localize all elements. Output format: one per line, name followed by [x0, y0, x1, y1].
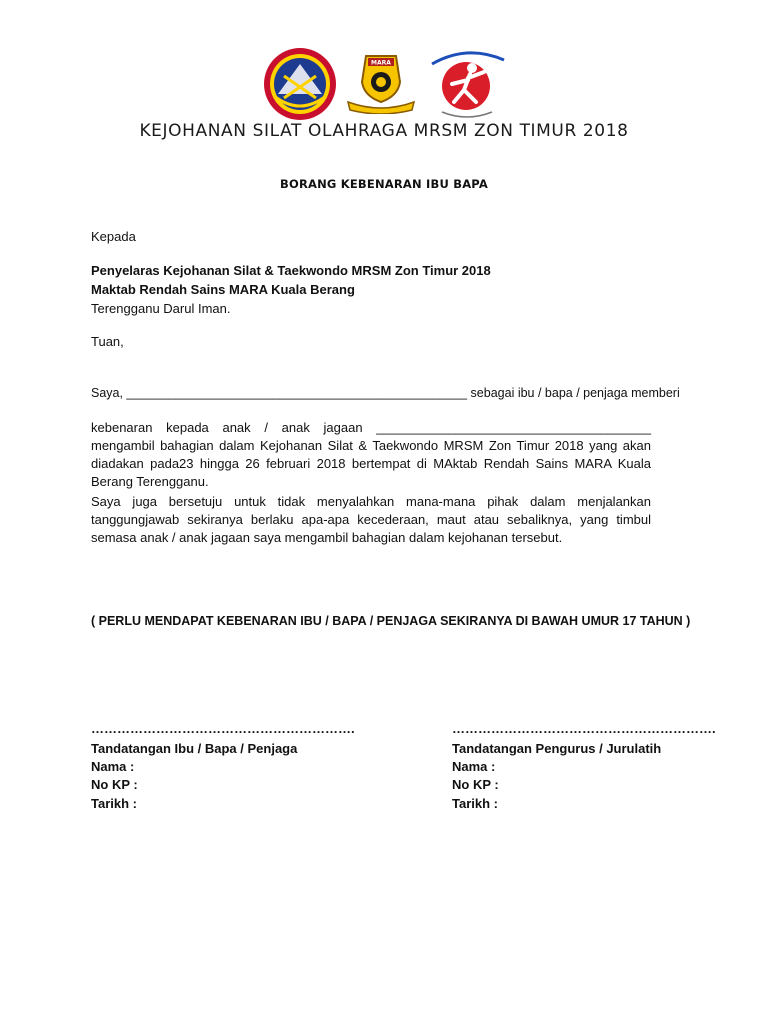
manager-signature-line: ……………………………………………………. — [452, 721, 716, 736]
event-title: KEJOHANAN SILAT OLAHRAGA MRSM ZON TIMUR 2018 — [139, 121, 629, 141]
greeting: Tuan, — [91, 334, 124, 349]
address-line: Penyelaras Kejohanan Silat & Taekwondo MRSM Zon Timur 2018 — [91, 263, 491, 278]
address-line: Terengganu Darul Iman. — [91, 301, 231, 316]
parent-name-label: Nama : — [91, 759, 135, 774]
parent-date-label: Tarikh : — [91, 796, 137, 811]
logo-strip — [262, 46, 512, 122]
manager-date-label: Tarikh : — [452, 796, 498, 811]
salutation-to: Kepada — [91, 229, 136, 244]
address-line: Maktab Rendah Sains MARA Kuala Berang — [91, 282, 355, 297]
consent-paragraph: kebenaran kepada anak / anak jagaan ______________________________________ mengambil bahagian dalam Kejohanan Silat & Taekwondo MRSM Zon Timur 2018 yang akan diadakan pada23 hingga 26 februari 2018 bertempat di MAktab Rendah Sains MARA Kuala Berang Terengganu. — [91, 420, 651, 489]
manager-signature-title: Tandatangan Pengurus / Jurulatih — [452, 741, 662, 756]
manager-name-label: Nama : — [452, 759, 496, 774]
parent-ic-label: No KP : — [91, 777, 138, 792]
mrsm-round-emblem-logo — [262, 46, 338, 122]
silat-taekwondo-event-logo — [424, 46, 510, 122]
mara-shield-crest-logo — [346, 52, 416, 114]
parent-signature-line: ……………………………………………………. — [91, 721, 355, 736]
age-note: ( PERLU MENDAPAT KEBENARAN IBU / BAPA / PENJAGA SEKIRANYA DI BAWAH UMUR 17 TAHUN ) — [91, 614, 691, 628]
liability-paragraph: Saya juga bersetuju untuk tidak menyalahkan mana-mana pihak dalam menjalankan tanggungjawab sekiranya berlaku apa-apa kecederaan, maut atau sebaliknya, yang timbul semasa anak / anak jagaan saya mengambil bahagian dalam kejohanan tersebut. — [91, 494, 651, 545]
parent-signature-title: Tandatangan Ibu / Bapa / Penjaga — [91, 741, 298, 756]
form-title: BORANG KEBENARAN IBU BAPA — [280, 177, 488, 191]
svg-text:MARA: MARA — [371, 59, 391, 67]
parent-name-line: Saya, _________________________________________________ sebagai ibu / bapa / penjaga memberi — [91, 386, 680, 400]
manager-ic-label: No KP : — [452, 777, 499, 792]
